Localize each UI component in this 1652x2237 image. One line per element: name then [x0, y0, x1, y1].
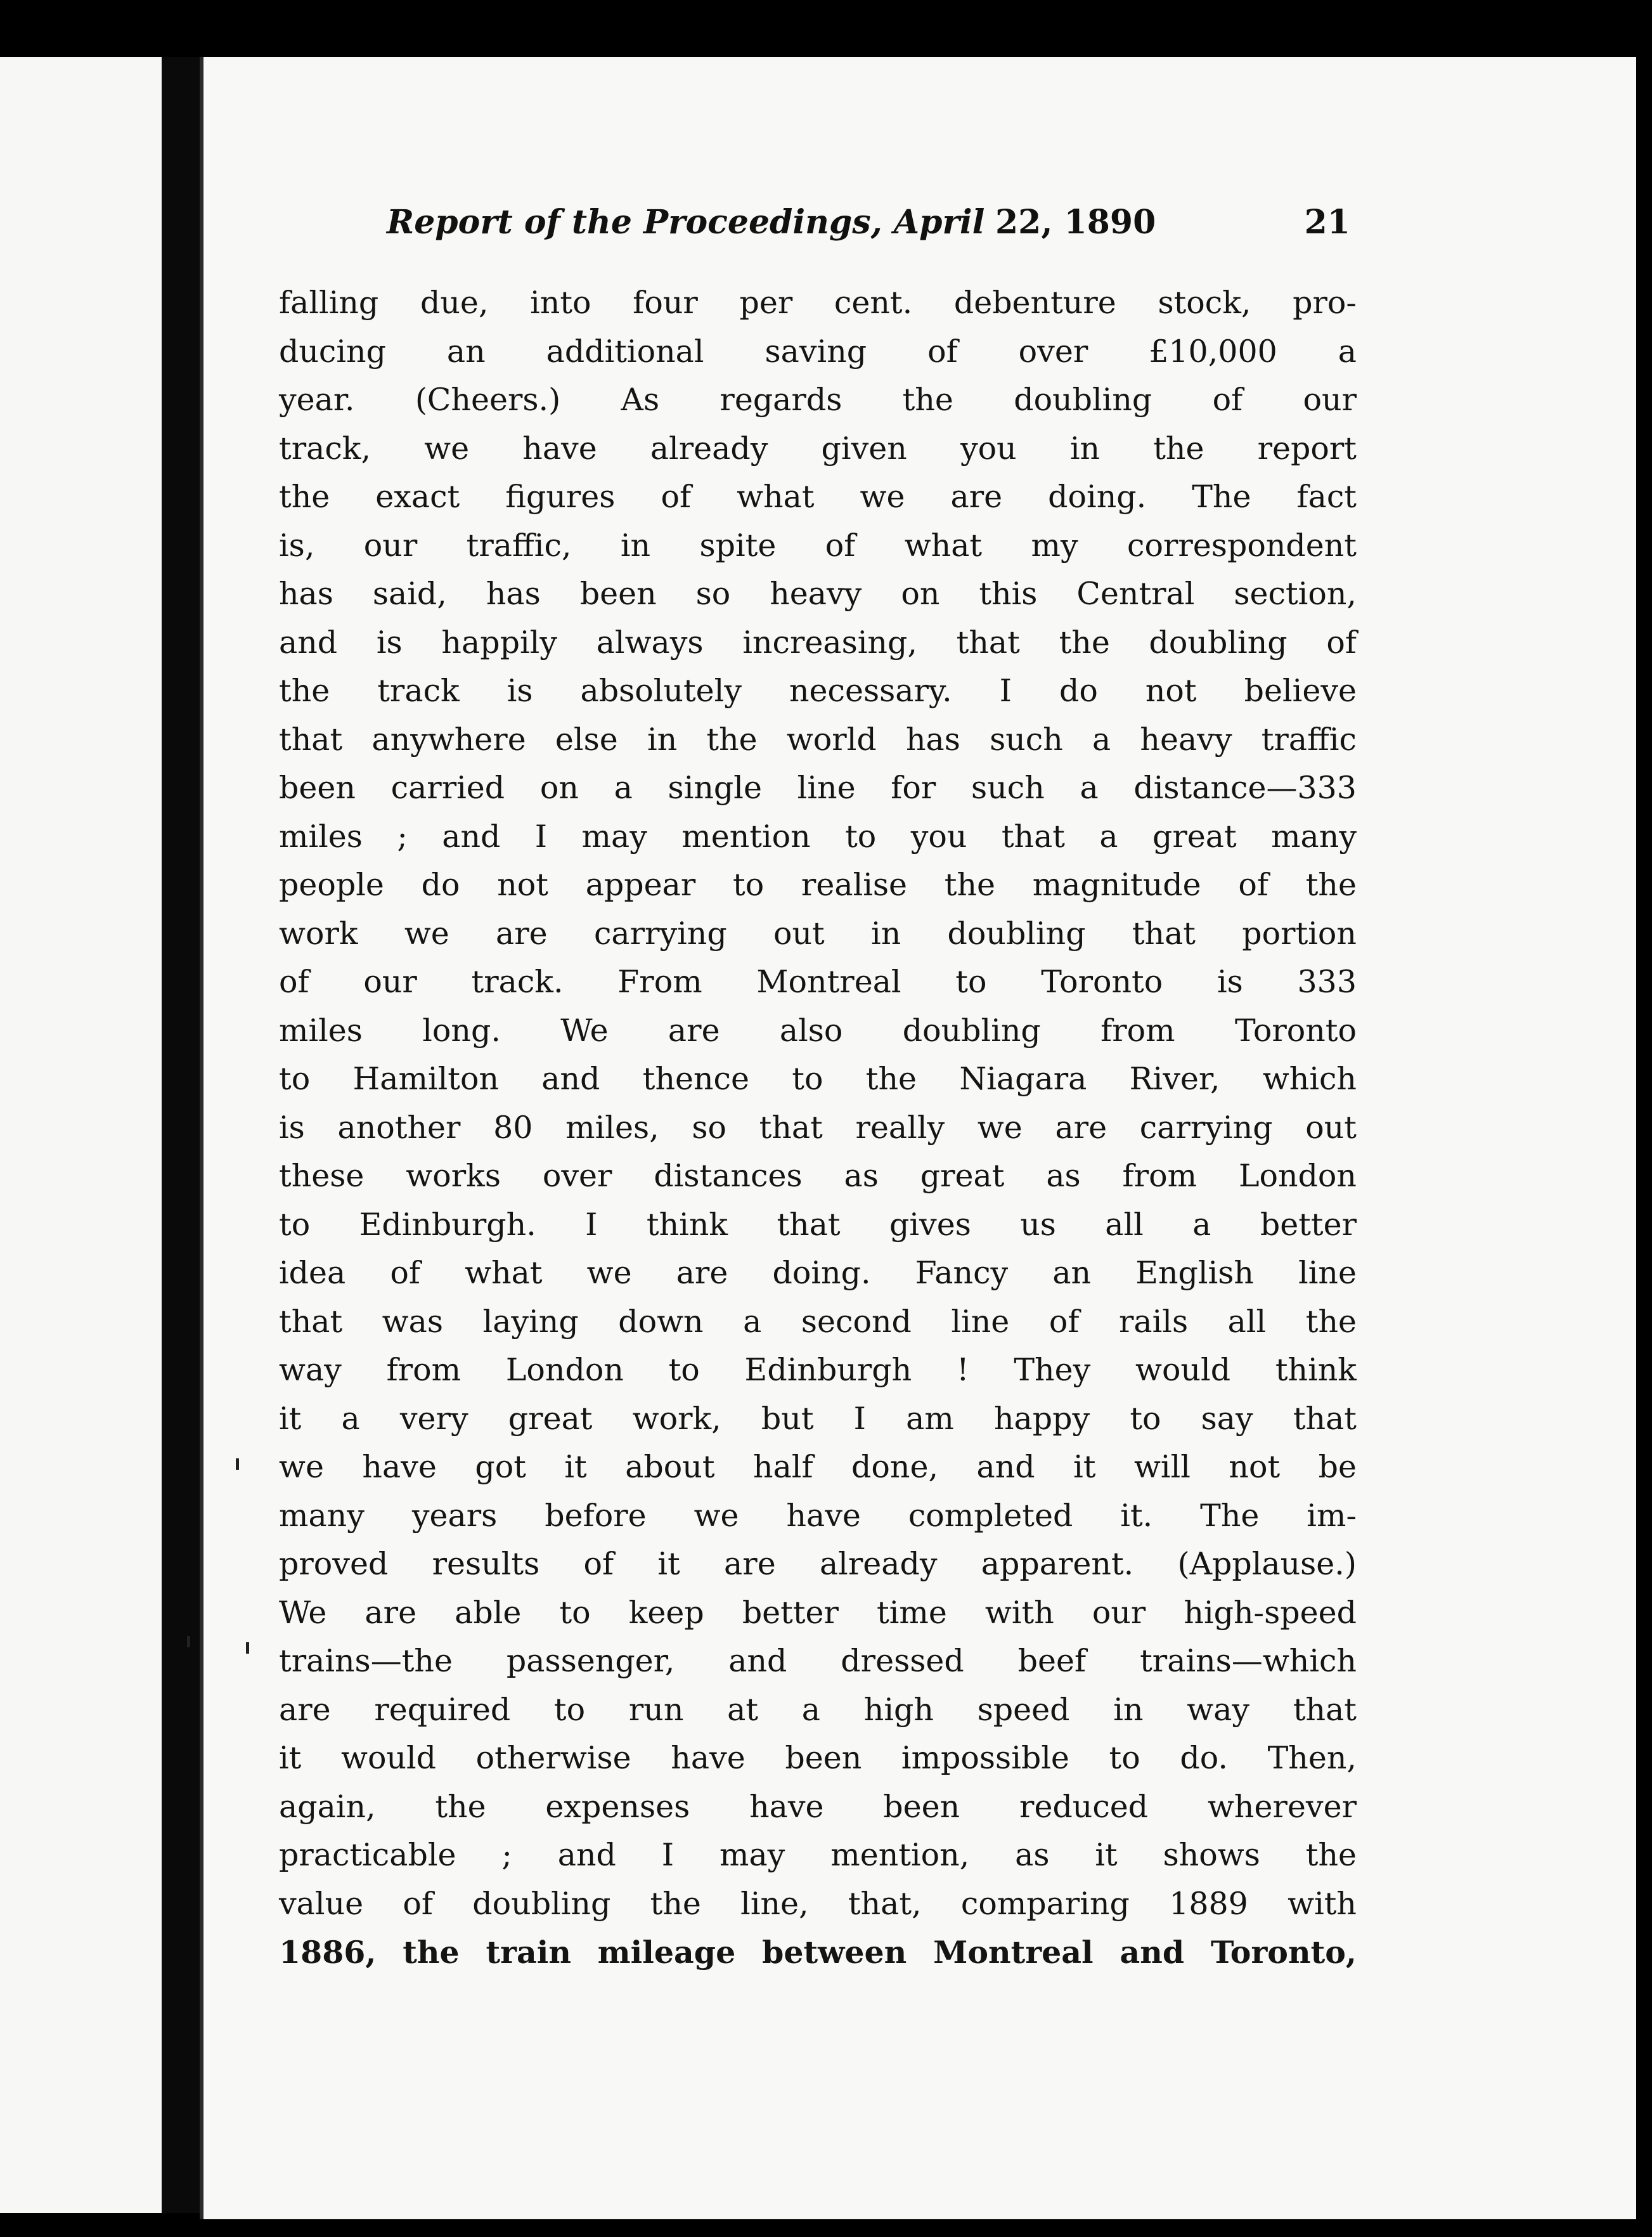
text-line: and is happily always increasing, that the doubling of: [279, 624, 1357, 661]
page-number: 21: [1304, 203, 1350, 242]
text-line: it a very great work, but I am happy to say that: [279, 1400, 1357, 1437]
text-line: value of doubling the line, that, comparing 1889 with: [279, 1885, 1357, 1922]
text-line: track, we have already given you in the report: [279, 430, 1357, 467]
text-line: idea of what we are doing. Fancy an English line: [279, 1255, 1357, 1291]
book-spine: [162, 57, 200, 2213]
text-line: has said, has been so heavy on this Central section,: [279, 576, 1357, 612]
text-line: falling due, into four per cent. debenture stock, pro-: [279, 285, 1357, 321]
text-line: We are able to keep better time with our high-speed: [279, 1594, 1357, 1631]
text-line: of our track. From Montreal to Toronto is 333: [279, 964, 1357, 1000]
text-line: the exact figures of what we are doing. The fact: [279, 479, 1357, 515]
text-line: 1886, the train mileage between Montreal and Toronto,: [279, 1934, 1357, 1971]
text-line: work we are carrying out in doubling that portion: [279, 915, 1357, 952]
running-header: [387, 203, 1350, 242]
text-line: these works over distances as great as from London: [279, 1158, 1357, 1194]
text-line: we have got it about half done, and it will not be: [279, 1449, 1357, 1485]
header-date: 22, 1890: [995, 203, 1156, 242]
text-line: year. (Cheers.) As regards the doubling of our: [279, 382, 1357, 418]
text-line: is, our traffic, in spite of what my correspondent: [279, 527, 1357, 564]
text-line: are required to run at a high speed in way that: [279, 1691, 1357, 1728]
text-line: it would otherwise have been impossible to do. Then,: [279, 1740, 1357, 1776]
text-line: to Hamilton and thence to the Niagara River, which: [279, 1061, 1357, 1097]
text-line: many years before we have completed it. The im-: [279, 1497, 1357, 1534]
text-line: practicable ; and I may mention, as it shows the: [279, 1837, 1357, 1873]
text-line: trains—the passenger, and dressed beef trains—which: [279, 1643, 1357, 1679]
left-page-edge: [0, 57, 162, 2213]
text-line: the track is absolutely necessary. I do not believe: [279, 673, 1357, 709]
margin-speck: [187, 1636, 190, 1647]
text-line: proved results of it are already apparent. (Applause.): [279, 1546, 1357, 1582]
text-line: ducing an additional saving of over £10,000 a: [279, 333, 1357, 370]
text-line: people do not appear to realise the magnitude of the: [279, 867, 1357, 903]
text-line: to Edinburgh. I think that gives us all a better: [279, 1206, 1357, 1243]
text-line: been carried on a single line for such a distance—333: [279, 770, 1357, 806]
text-line: miles ; and I may mention to you that a great many: [279, 818, 1357, 855]
header-title: Report of the Proceedings, April: [387, 203, 985, 242]
text-line: again, the expenses have been reduced wherever: [279, 1788, 1357, 1825]
body-text: [279, 279, 1357, 1977]
margin-speck: [246, 1642, 249, 1654]
text-line: is another 80 miles, so that really we are carrying out: [279, 1109, 1357, 1146]
text-line: way from London to Edinburgh ! They would think: [279, 1352, 1357, 1388]
text-line: that anywhere else in the world has such a heavy traffic: [279, 721, 1357, 758]
margin-speck: [236, 1458, 239, 1470]
text-line: that was laying down a second line of rails all the: [279, 1303, 1357, 1340]
text-line: miles long. We are also doubling from Toronto: [279, 1012, 1357, 1049]
